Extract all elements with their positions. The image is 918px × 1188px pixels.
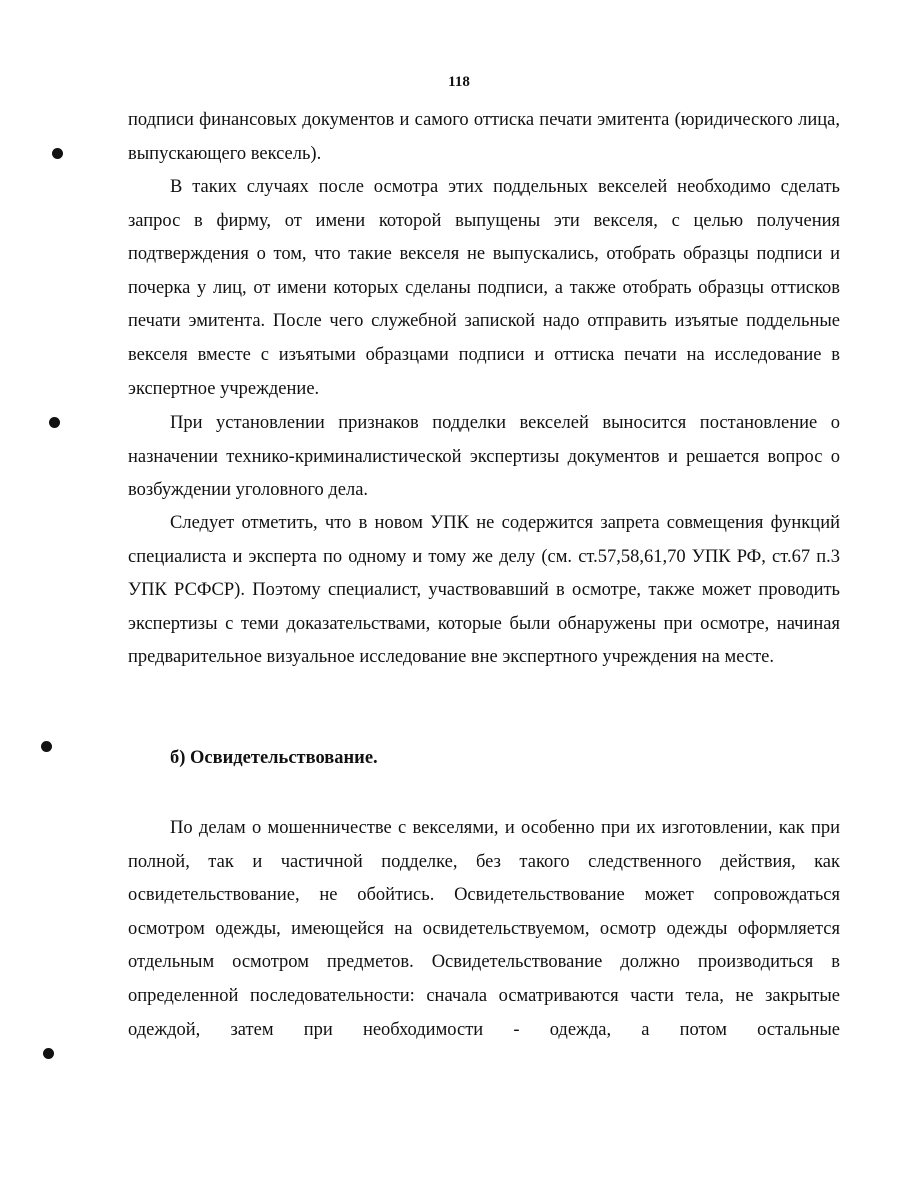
binder-hole-mark	[49, 417, 60, 428]
paragraph-forgery-request: В таких случаях после осмотра этих поддельных векселей необходимо сделать запрос в фирму, от имени которой выпущены эти векселя, с целью получения подтверждения о том, что такие векселя не выпускались, отобрать образцы подписи и почерка у лиц, от имени которых сделаны подписи, а также отобрать образцы оттисков печати эмитента. После чего служебной запиской надо отправить изъятые поддельные векселя вместе с изъятыми образцами подписи и оттиска печати на исследование в экспертное учреждение.	[128, 177, 840, 399]
paragraph-specialist-role: Следует отметить, что в новом УПК не содержится запрета совмещения функций специалиста и эксперта по одному и тому же делу (см. ст.57,58,61,70 УПК РФ, ст.67 п.3 УПК РСФСР). Поэтому специалист, участвовавший в осмотре, также может проводить экспертизы с теми доказательствами, которые были обнаружены при осмотре, начиная предварительное визуальное исследование вне экспертного учреждения на месте.	[128, 513, 840, 668]
binder-hole-mark	[52, 148, 63, 159]
page-number: 118	[448, 74, 470, 90]
section-heading: б) Освидетельствование.	[170, 748, 378, 768]
binder-hole-mark	[41, 741, 52, 752]
paragraph-expertise-order: При установлении признаков подделки векселей выносится постановление о назначении технико-криминалистической экспертизы документов и решается вопрос о возбуждении уголовного дела.	[128, 413, 840, 501]
paragraph-continuation: подписи финансовых документов и самого оттиска печати эмитента (юридического лица, выпускающего вексель).	[128, 110, 840, 164]
binder-hole-mark	[43, 1048, 54, 1059]
paragraph-examination: По делам о мошенничестве с векселями, и особенно при их изготовлении, как при полной, так и частичной подделке, без такого следственного действия, как освидетельствование, не обойтись. Освидетельствование может сопровождаться осмотром одежды, имеющейся на освидетельствуемом, осмотр одежды оформляется отдельным осмотром предметов. Освидетельствование должно производиться в определенной последовательности: сначала осматриваются части тела, не закрытые одеждой, затем при необходимости - одежда, а потом остальные	[128, 818, 840, 1040]
